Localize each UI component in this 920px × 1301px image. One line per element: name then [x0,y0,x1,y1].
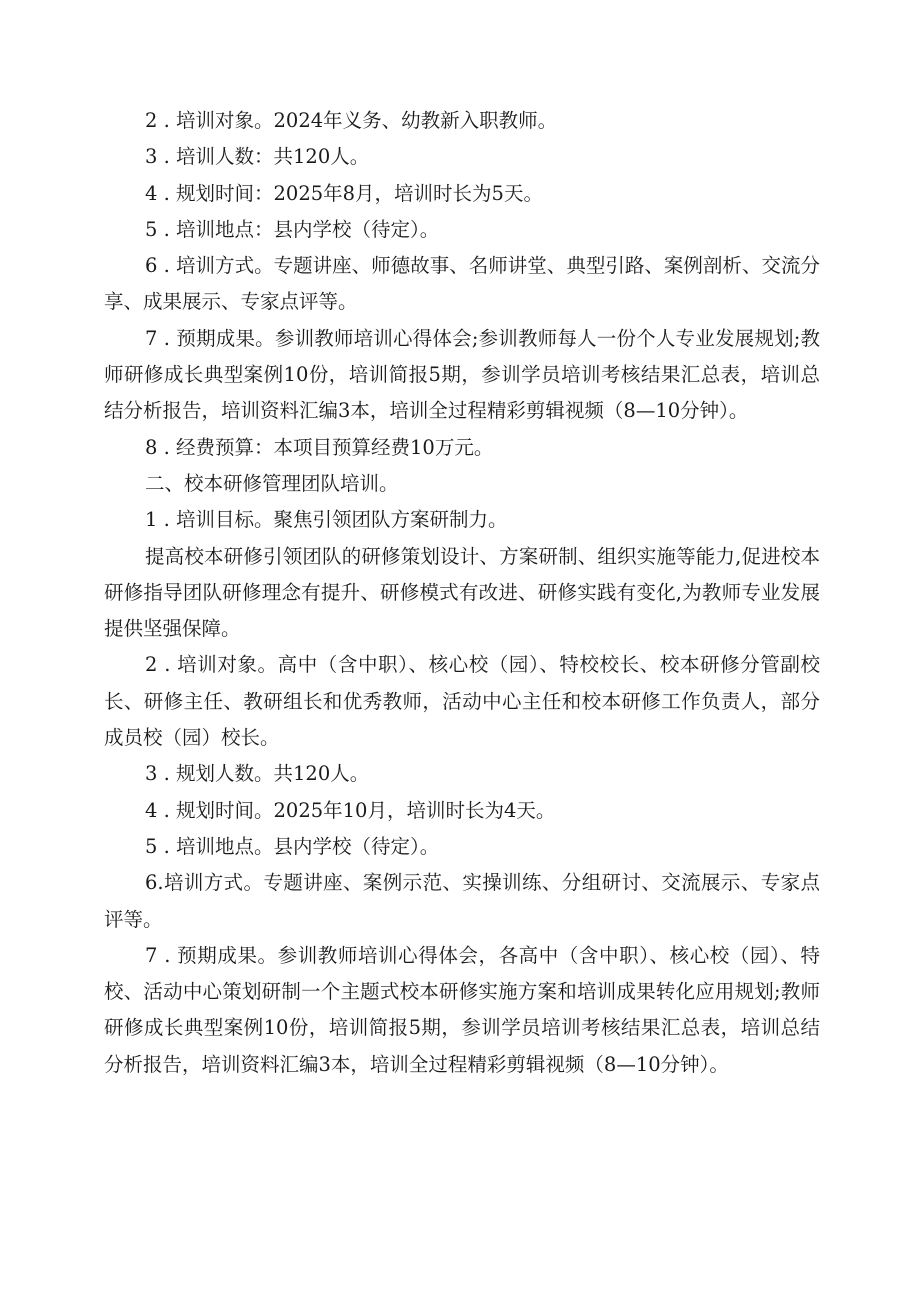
paragraph-location-2: 5 . 培训地点。县内学校（待定）。 [145,834,440,858]
paragraph-training-method-2: 6.培训方式。专题讲座、案例示范、实操训练、分组研讨、交流展示、专家点评等。 [104,871,820,931]
paragraph-expected-results-2: 7 . 预期成果。参训教师培训心得体会，各高中（含中职）、核心校（园）、特校、活动中心策划研制一个主题式校本研修实施方案和培训成果转化应用规划;教师研修成长典型案例10份，培训简报5期，参训学员培训考核结果汇总表，培训总结分析报告，培训资料汇编3本，培训全过程精彩剪辑视频（8—10分钟）。 [104,943,820,1076]
paragraph-location: 5 . 培训地点：县内学校（待定）。 [145,217,440,241]
paragraph-trainee-count: 3 . 培训人数：共120人。 [145,145,370,169]
paragraph-trainee-target-2: 2 . 培训对象。高中（含中职）、核心校（园）、特校校长、校本研修分管副校长、研修主任、教研组长和优秀教师，活动中心主任和校本研修工作负责人，部分成员校（园）校长。 [104,653,820,750]
paragraph-expected-results: 7 . 预期成果。参训教师培训心得体会;参训教师每人一份个人专业发展规划;教师研修成长典型案例10份，培训简报5期，参训学员培训考核结果汇总表，培训总结分析报告，培训资料汇编3本，培训全过程精彩剪辑视频（8—10分钟）。 [104,326,820,423]
paragraph-schedule: 4 . 规划时间：2025年8月，培训时长为5天。 [145,181,543,205]
paragraph-training-method: 6 . 培训方式。专题讲座、师德故事、名师讲堂、典型引路、案例剖析、交流分享、成果展示、专家点评等。 [104,254,820,314]
paragraph-schedule-2: 4 . 规划时间。2025年10月，培训时长为4天。 [145,798,556,822]
paragraph-budget: 8 . 经费预算：本项目预算经费10万元。 [145,435,494,459]
paragraph-trainee-target: 2 . 培训对象。2024年义务、幼教新入职教师。 [145,109,558,132]
section-heading-school-research-team: 二、校本研修管理团队培训。 [145,471,399,495]
paragraph-training-goal: 1 . 培训目标。聚焦引领团队方案研制力。 [145,508,508,532]
paragraph-planned-count: 3 . 规划人数。共120人。 [145,762,370,786]
paragraph-goal-detail: 提高校本研修引领团队的研修策划设计、方案研制、组织实施等能力,促进校本研修指导团队研修理念有提升、研修模式有改进、研修实践有变化,为教师专业发展提供坚强保障。 [104,544,820,641]
